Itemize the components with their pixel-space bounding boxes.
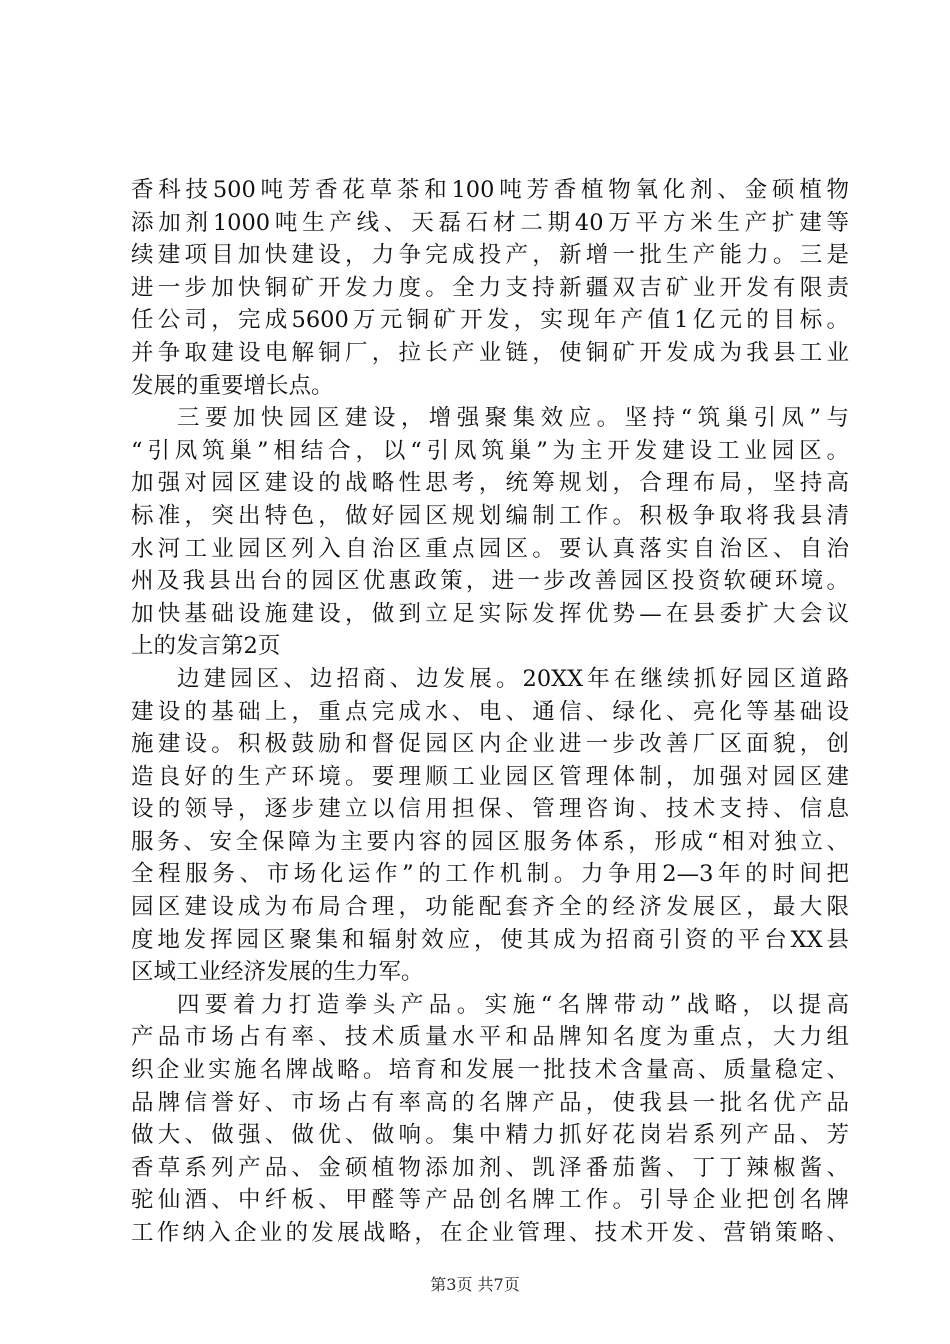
text-line: 标准，突出特色，做好园区规划编制工作。积极争取将我县清 [131, 502, 849, 529]
text-line: 水河工业园区列入自治区重点园区。要认真落实自治区、自治 [131, 535, 849, 562]
text-line: 度地发挥园区聚集和辐射效应，使其成为招商引资的平台XX县 [131, 926, 849, 953]
text-line: 区域工业经济发展的生力军。 [131, 959, 424, 986]
text-line: 香科技500吨芳香花草茶和100吨芳香植物氧化剂、金硕植物 [131, 177, 849, 203]
text-line: 设的领导，逐步建立以信用担保、管理咨询、技术支持、信息 [131, 796, 849, 823]
text-line: 园区建设成为布局合理，功能配套齐全的经济发展区，最大限 [131, 894, 849, 921]
text-line: 州及我县出台的园区优惠政策，进一步改善园区投资软硬环境。 [131, 568, 849, 595]
text-line: 并争取建设电解铜厂，拉长产业链，使铜矿开发成为我县工业 [131, 339, 849, 366]
text-line: 加快基础设施建设，做到立足实际发挥优势—在县委扩大会议 [131, 600, 849, 627]
text-line: 服务、安全保障为主要内容的园区服务体系，形成“相对独立、 [131, 828, 849, 855]
text-line: 边建园区、边招商、边发展。20XX年在继续抓好园区道路 [177, 665, 849, 692]
text-line: 建设的基础上，重点完成水、电、通信、绿化、亮化等基础设 [131, 698, 849, 725]
text-line: 织企业实施名牌战略。培育和发展一批技术含量高、质量稳定、 [131, 1057, 849, 1084]
text-line: 三要加快园区建设，增强聚集效应。坚持“筑巢引凤”与 [177, 405, 849, 432]
page-footer: 第3页 共7页 [430, 1275, 520, 1294]
text-line: 工作纳入企业的发展战略，在企业管理、技术开发、营销策略、 [131, 1220, 849, 1246]
text-line: “引凤筑巢”相结合，以“引凤筑巢”为主开发建设工业园区。 [131, 437, 849, 464]
text-line: 香草系列产品、金硕植物添加剂、凯泽番茄酱、丁丁辣椒酱、 [131, 1154, 849, 1181]
text-line: 四要着力打造拳头产品。实施“名牌带动”战略，以提高 [177, 991, 849, 1018]
text-line: 做大、做强、做优、做响。集中精力抓好花岗岩系列产品、芳 [131, 1122, 849, 1149]
text-line: 任公司，完成5600万元铜矿开发，实现年产值1亿元的目标。 [131, 307, 849, 334]
document-body [131, 174, 849, 1250]
text-line: 产品市场占有率、技术质量水平和品牌知名度为重点，大力组 [131, 1024, 849, 1051]
text-line: 品牌信誉好、市场占有率高的名牌产品，使我县一批名优产品 [131, 1089, 849, 1116]
text-line: 全程服务、市场化运作”的工作机制。力争用2—3年的时间把 [131, 861, 849, 888]
text-line: 发展的重要增长点。 [131, 372, 334, 399]
text-line: 造良好的生产环境。要理顺工业园区管理体制，加强对园区建 [131, 763, 849, 790]
text-line: 加强对园区建设的战略性思考，统筹规划，合理布局，坚持高 [131, 470, 849, 497]
text-line: 施建设。积极鼓励和督促园区内企业进一步改善厂区面貌，创 [131, 731, 849, 758]
text-line: 进一步加快铜矿开发力度。全力支持新疆双吉矿业开发有限责 [131, 274, 849, 301]
text-line: 上的发言第2页 [131, 633, 281, 660]
text-line: 驼仙酒、中纤板、甲醛等产品创名牌工作。引导企业把创名牌 [131, 1187, 849, 1214]
text-line: 续建项目加快建设，力争完成投产，新增一批生产能力。三是 [131, 242, 849, 269]
text-line: 添加剂1000吨生产线、天磊石材二期40万平方米生产扩建等 [131, 209, 849, 236]
